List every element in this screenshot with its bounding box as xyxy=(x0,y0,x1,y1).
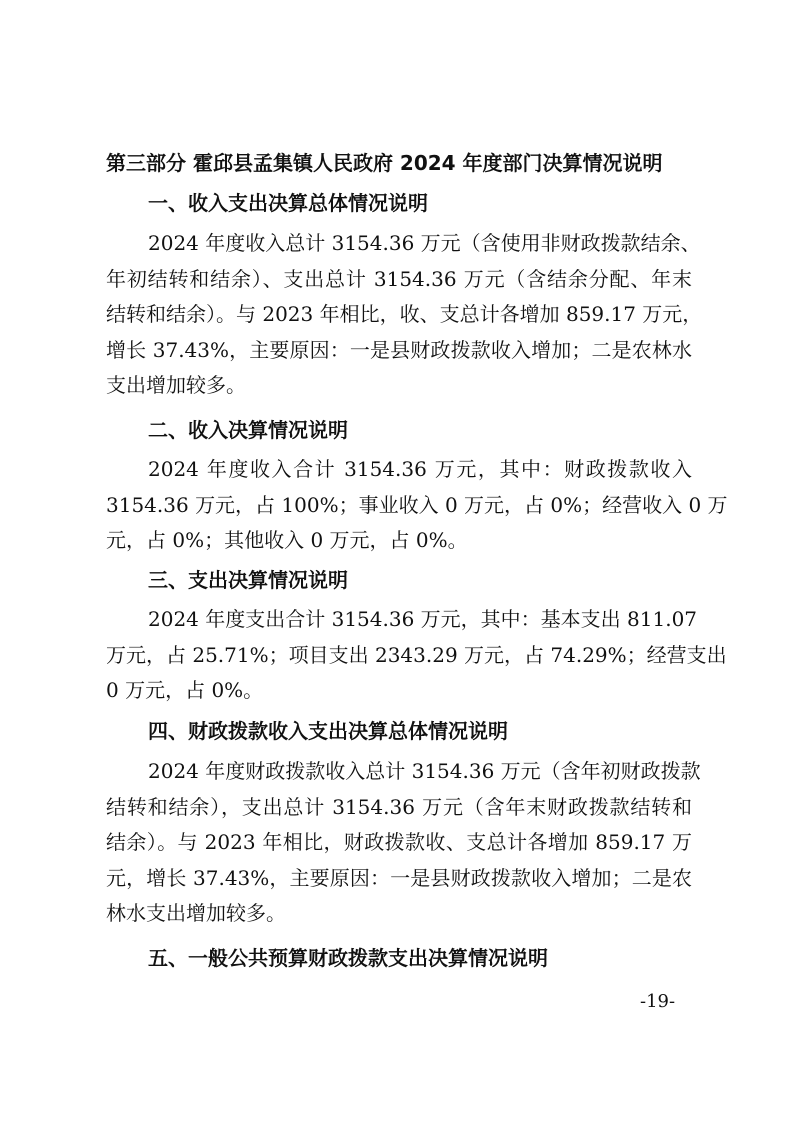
page-number: -19- xyxy=(640,991,676,1012)
paragraph-line: 增长 37.43%，主要原因：一是县财政拨款收入增加；二是农林水 xyxy=(106,337,692,362)
section-3-paragraph xyxy=(106,602,727,709)
section-2-paragraph xyxy=(106,452,728,559)
section-4-paragraph xyxy=(106,754,701,932)
paragraph-line: 结转和结余）。与 2023 年相比，收、支总计各增加 859.17 万元， xyxy=(106,302,703,326)
paragraph-line: 2024 年度支出合计 3154.36 万元，其中：基本支出 811.07 xyxy=(148,607,698,631)
paragraph-line: 支出增加较多。 xyxy=(106,373,246,397)
section-4-heading: 四、财政拨款收入支出决算总体情况说明 xyxy=(148,719,508,743)
section-2-heading: 二、收入决算情况说明 xyxy=(148,418,348,442)
document-title: 第三部分 霍邱县孟集镇人民政府 2024 年度部门决算情况说明 xyxy=(106,151,663,175)
section-3-heading: 三、支出决算情况说明 xyxy=(148,568,348,592)
paragraph-line: 元，占 0%；其他收入 0 万元，占 0%。 xyxy=(106,528,468,552)
paragraph-line: 林水支出增加较多。 xyxy=(106,901,286,925)
paragraph-line: 2024 年度财政拨款收入总计 3154.36 万元（含年初财政拨款 xyxy=(148,759,701,783)
paragraph-line: 2024 年度收入总计 3154.36 万元（含使用非财政拨款结余、 xyxy=(148,231,701,255)
paragraph-line: 元，增长 37.43%，主要原因：一是县财政拨款收入增加；二是农 xyxy=(106,865,692,890)
paragraph-line: 结转和结余），支出总计 3154.36 万元（含年末财政拨款结转和 xyxy=(106,794,692,819)
paragraph-line: 年初结转和结余）、支出总计 3154.36 万元（含结余分配、年末 xyxy=(106,266,692,291)
paragraph-line: 3154.36 万元，占 100%；事业收入 0 万元，占 0%；经营收入 0 万 xyxy=(106,492,728,517)
paragraph-line: 结余）。与 2023 年相比，财政拨款收、支总计各增加 859.17 万 xyxy=(106,830,692,854)
section-1-heading: 一、收入支出决算总体情况说明 xyxy=(148,191,428,215)
paragraph-line: 万元，占 25.71%；项目支出 2343.29 万元，占 74.29%；经营支出 xyxy=(106,642,727,667)
paragraph-line: 2024 年度收入合计 3154.36 万元，其中：财政拨款收入 xyxy=(148,457,692,481)
paragraph-line: 0 万元，占 0%。 xyxy=(106,678,264,702)
section-5-heading: 五、一般公共预算财政拨款支出决算情况说明 xyxy=(148,946,548,970)
section-1-paragraph xyxy=(106,226,703,404)
